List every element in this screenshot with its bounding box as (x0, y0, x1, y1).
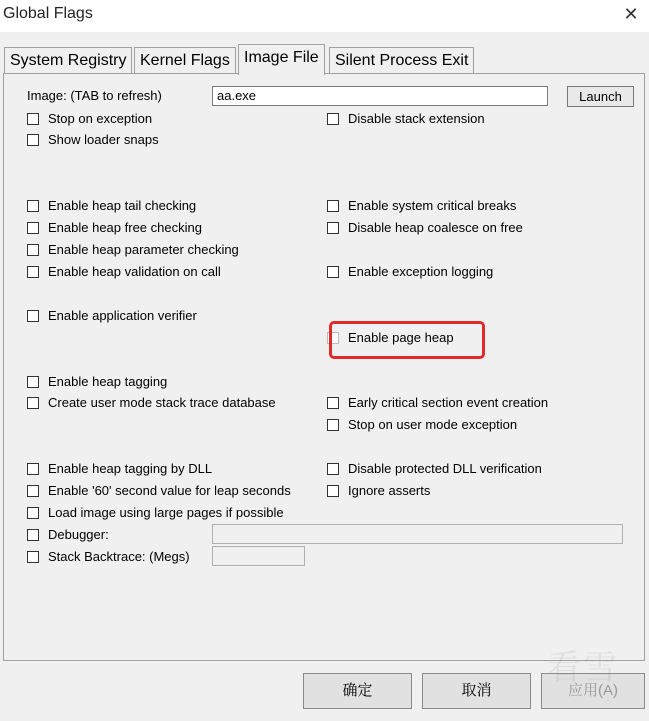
checkbox-box[interactable] (327, 419, 339, 431)
checkbox-load-image-large-pages[interactable]: Load image using large pages if possible (27, 505, 284, 520)
checkbox-box[interactable] (27, 310, 39, 322)
checkbox-enable-heap-validation-on-call[interactable]: Enable heap validation on call (27, 264, 221, 279)
tab-image-file[interactable]: Image File (238, 44, 325, 75)
checkbox-box[interactable] (327, 397, 339, 409)
checkbox-box[interactable] (327, 200, 339, 212)
checkbox-box[interactable] (327, 113, 339, 125)
cancel-button[interactable]: 取消 (422, 673, 531, 709)
checkbox-ignore-asserts[interactable]: Ignore asserts (327, 483, 430, 498)
image-label: Image: (TAB to refresh) (27, 88, 162, 103)
checkbox-box[interactable] (27, 266, 39, 278)
checkbox-box[interactable] (327, 332, 339, 344)
watermark-logo: 看雪 (547, 649, 619, 687)
checkbox-enable-heap-free-checking[interactable]: Enable heap free checking (27, 220, 202, 235)
checkbox-box[interactable] (27, 551, 39, 563)
image-file-panel (3, 73, 645, 661)
checkbox-box[interactable] (27, 463, 39, 475)
checkbox-enable-page-heap[interactable]: Enable page heap (327, 330, 454, 345)
close-icon[interactable]: ✕ (623, 4, 639, 24)
debugger-input (212, 524, 623, 544)
checkbox-stop-on-exception[interactable]: Stop on exception (27, 111, 152, 126)
checkbox-debugger[interactable]: Debugger: (27, 527, 109, 542)
checkbox-disable-stack-extension[interactable]: Disable stack extension (327, 111, 485, 126)
checkbox-box[interactable] (327, 266, 339, 278)
checkbox-box[interactable] (327, 485, 339, 497)
checkbox-box[interactable] (27, 485, 39, 497)
checkbox-stop-on-user-mode-exception[interactable]: Stop on user mode exception (327, 417, 517, 432)
tab-kernel-flags[interactable]: Kernel Flags (134, 47, 236, 73)
tab-silent-process-exit[interactable]: Silent Process Exit (329, 47, 474, 73)
image-input[interactable] (212, 86, 548, 106)
checkbox-show-loader-snaps[interactable]: Show loader snaps (27, 132, 159, 147)
checkbox-box[interactable] (27, 113, 39, 125)
checkbox-disable-protected-dll-verification[interactable]: Disable protected DLL verification (327, 461, 542, 476)
checkbox-enable-60-second-value[interactable]: Enable '60' second value for leap seconds (27, 483, 291, 498)
stack-backtrace-input (212, 546, 305, 566)
checkbox-box[interactable] (327, 463, 339, 475)
checkbox-box[interactable] (27, 529, 39, 541)
title-bar (0, 0, 649, 32)
checkbox-box[interactable] (327, 222, 339, 234)
apply-button: 应用(A) (541, 673, 645, 709)
checkbox-box[interactable] (27, 200, 39, 212)
checkbox-early-critical-section-event-creation[interactable]: Early critical section event creation (327, 395, 548, 410)
checkbox-box[interactable] (27, 376, 39, 388)
checkbox-box[interactable] (27, 222, 39, 234)
launch-button[interactable]: Launch (567, 86, 634, 107)
checkbox-enable-heap-tagging-by-dll[interactable]: Enable heap tagging by DLL (27, 461, 212, 476)
ok-button[interactable]: 确定 (303, 673, 412, 709)
checkbox-stack-backtrace[interactable]: Stack Backtrace: (Megs) (27, 549, 190, 564)
checkbox-create-user-mode-stack-trace-database[interactable]: Create user mode stack trace database (27, 395, 276, 410)
checkbox-box[interactable] (27, 507, 39, 519)
checkbox-box[interactable] (27, 397, 39, 409)
tab-system-registry[interactable]: System Registry (4, 47, 132, 73)
checkbox-disable-heap-coalesce-on-free[interactable]: Disable heap coalesce on free (327, 220, 523, 235)
checkbox-enable-heap-tail-checking[interactable]: Enable heap tail checking (27, 198, 196, 213)
checkbox-enable-application-verifier[interactable]: Enable application verifier (27, 308, 197, 323)
checkbox-box[interactable] (27, 244, 39, 256)
checkbox-enable-system-critical-breaks[interactable]: Enable system critical breaks (327, 198, 516, 213)
checkbox-enable-heap-tagging[interactable]: Enable heap tagging (27, 374, 167, 389)
checkbox-enable-exception-logging[interactable]: Enable exception logging (327, 264, 493, 279)
checkbox-enable-heap-parameter-checking[interactable]: Enable heap parameter checking (27, 242, 239, 257)
window-title: Global Flags (3, 5, 93, 22)
checkbox-box[interactable] (27, 134, 39, 146)
